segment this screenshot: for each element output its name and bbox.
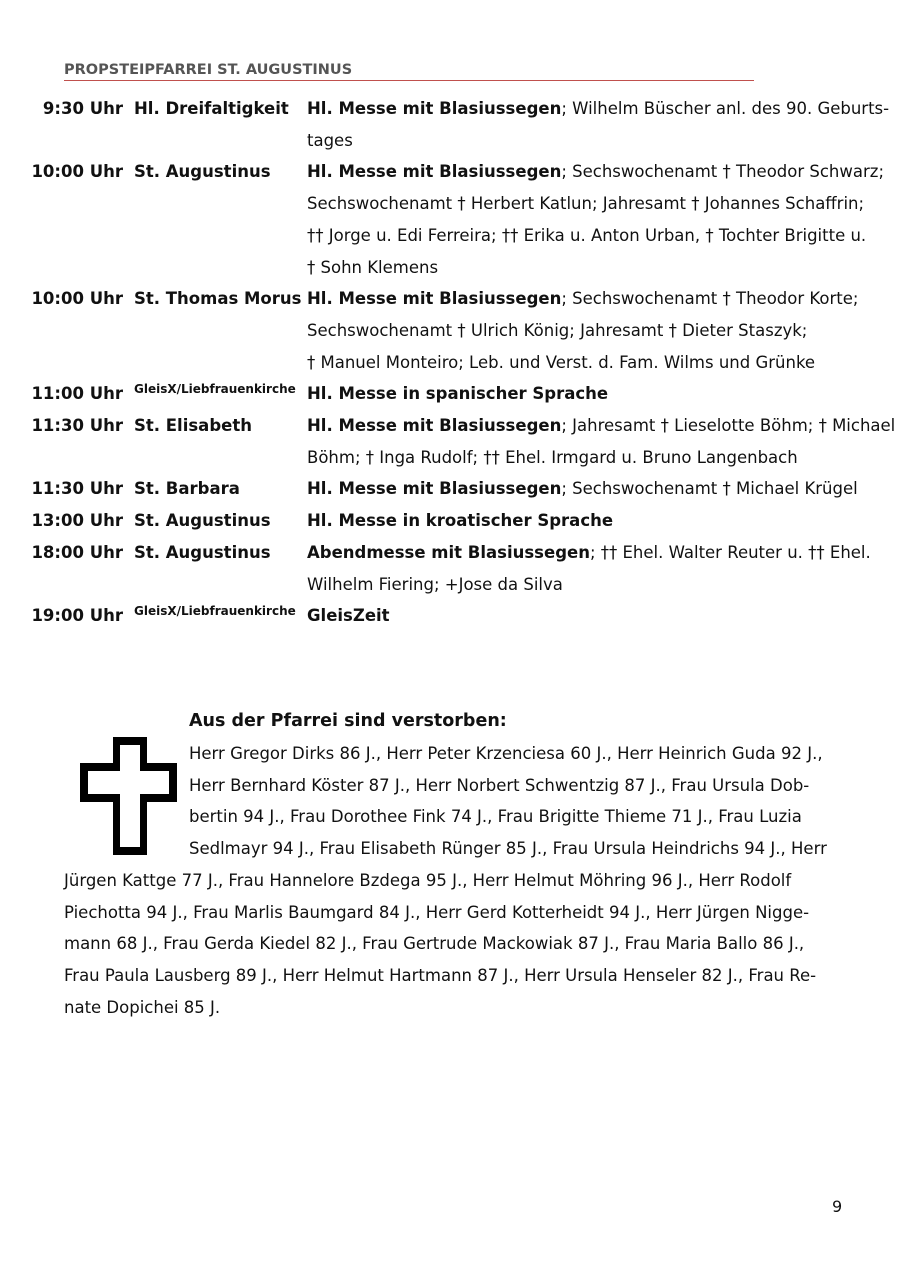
mass-location: Hl. Dreifaltigkeit [134, 99, 289, 118]
mass-location: St. Barbara [134, 479, 240, 499]
mass-time: 18:00 Uhr [31, 542, 123, 562]
page-header: PROPSTEIPFARREI ST. AUGUSTINUS [64, 62, 754, 81]
mass-type: Hl. Messe mit Blasiussegen [307, 289, 562, 309]
mass-location: GleisX/Liebfrauenkirche [134, 382, 296, 397]
mass-type: Hl. Messe mit Blasiussegen [307, 162, 562, 182]
mass-time: 10:00 Uhr [31, 289, 123, 309]
mass-intentions: Wilhelm Fiering; +Jose da Silva [307, 574, 563, 594]
mass-time: 11:30 Uhr [31, 479, 123, 499]
mass-time: 10:00 Uhr [31, 162, 123, 182]
mass-type: Hl. Messe mit Blasiussegen [307, 479, 562, 499]
schedule-row [0, 473, 909, 505]
mass-intentions: ; Jahresamt † Lieselotte Böhm; † Michael [561, 416, 896, 436]
deaths-line: Herr Gregor Dirks 86 J., Herr Peter Krzenciesa 60 J., Herr Heinrich Guda 92 J., [189, 744, 823, 763]
mass-intentions: ; Wilhelm Büscher anl. des 90. Geburts- [561, 99, 890, 118]
mass-description [307, 378, 887, 410]
mass-time: 13:00 Uhr [31, 511, 123, 531]
mass-type: Hl. Messe in kroatischer Sprache [307, 511, 614, 531]
page-number: 9 [832, 1197, 843, 1216]
mass-location: St. Thomas Morus [134, 289, 302, 309]
mass-type: Abendmesse mit Blasiussegen [307, 542, 590, 562]
mass-description [307, 473, 887, 505]
mass-intentions: † Manuel Monteiro; Leb. und Verst. d. Fam. Wilms und Grünke [307, 352, 816, 372]
mass-type: GleisZeit [307, 606, 390, 626]
mass-intentions: ; Sechswochenamt † Michael Krügel [561, 479, 858, 499]
mass-description [307, 505, 887, 537]
mass-intentions: Sechswochenamt † Herbert Katlun; Jahresamt † Johannes Schaffrin; [307, 194, 865, 214]
mass-schedule [0, 93, 909, 632]
schedule-row [0, 537, 909, 600]
mass-intentions: ; Sechswochenamt † Theodor Schwarz; [561, 162, 884, 182]
mass-intentions: †† Jorge u. Edi Ferreira; †† Erika u. Anton Urban, † Tochter Brigitte u. [307, 225, 867, 245]
mass-intentions: tages [307, 130, 353, 150]
deaths-line: Frau Paula Lausberg 89 J., Herr Helmut Hartmann 87 J., Herr Ursula Henseler 82 J., Frau Re- [64, 965, 817, 985]
mass-description [307, 93, 890, 156]
mass-time: 11:30 Uhr [31, 416, 123, 436]
schedule-row [0, 505, 909, 537]
mass-intentions: † Sohn Klemens [307, 257, 439, 277]
mass-description [307, 156, 887, 283]
mass-time: 9:30 Uhr [42, 99, 123, 118]
deaths-heading: Aus der Pfarrei sind verstorben: [189, 711, 507, 731]
schedule-row [0, 93, 909, 156]
schedule-row [0, 156, 909, 283]
mass-intentions: Sechswochenamt † Ulrich König; Jahresamt † Dieter Staszyk; [307, 320, 808, 340]
deaths-list [64, 738, 844, 1023]
mass-intentions: Böhm; † Inga Rudolf; †† Ehel. Irmgard u. Bruno Langenbach [307, 447, 798, 467]
mass-description [307, 537, 887, 600]
mass-location: St. Augustinus [134, 162, 271, 182]
mass-location: GleisX/Liebfrauenkirche [134, 604, 296, 619]
schedule-row [0, 410, 909, 473]
mass-location: St. Augustinus [134, 511, 271, 531]
mass-location: St. Elisabeth [134, 416, 252, 436]
schedule-row [0, 283, 909, 378]
mass-type: Hl. Messe mit Blasiussegen [307, 99, 562, 118]
mass-intentions: ; Sechswochenamt † Theodor Korte; [561, 289, 859, 309]
mass-type: Hl. Messe mit Blasiussegen [307, 416, 562, 436]
mass-intentions: ; †† Ehel. Walter Reuter u. †† Ehel. [589, 542, 871, 562]
deaths-line: mann 68 J., Frau Gerda Kiedel 82 J., Frau Gertrude Mackowiak 87 J., Frau Maria Ballo 86 J., [64, 934, 805, 954]
deaths-line: Sedlmayr 94 J., Frau Elisabeth Rünger 85 J., Frau Ursula Heindrichs 94 J., Herr [189, 839, 827, 859]
mass-description [307, 600, 887, 632]
mass-time: 11:00 Uhr [31, 384, 123, 404]
deaths-line: bertin 94 J., Frau Dorothee Fink 74 J., Frau Brigitte Thieme 71 J., Frau Luzia [189, 807, 802, 827]
mass-type: Hl. Messe in spanischer Sprache [307, 384, 609, 404]
schedule-row [0, 600, 909, 632]
mass-location: St. Augustinus [134, 542, 271, 562]
deaths-line: Herr Bernhard Köster 87 J., Herr Norbert Schwentzig 87 J., Frau Ursula Dob- [189, 775, 810, 795]
deaths-line: Jürgen Kattge 77 J., Frau Hannelore Bzdega 95 J., Herr Helmut Möhring 96 J., Herr Rodolf [64, 870, 792, 890]
mass-time: 19:00 Uhr [31, 606, 123, 626]
mass-description [307, 283, 887, 378]
deaths-line: nate Dopichei 85 J. [64, 997, 221, 1017]
deaths-line: Piechotta 94 J., Frau Marlis Baumgard 84 J., Herr Gerd Kotterheidt 94 J., Herr Jürgen Nigge- [64, 902, 810, 922]
schedule-row [0, 378, 909, 410]
mass-description [307, 410, 896, 473]
